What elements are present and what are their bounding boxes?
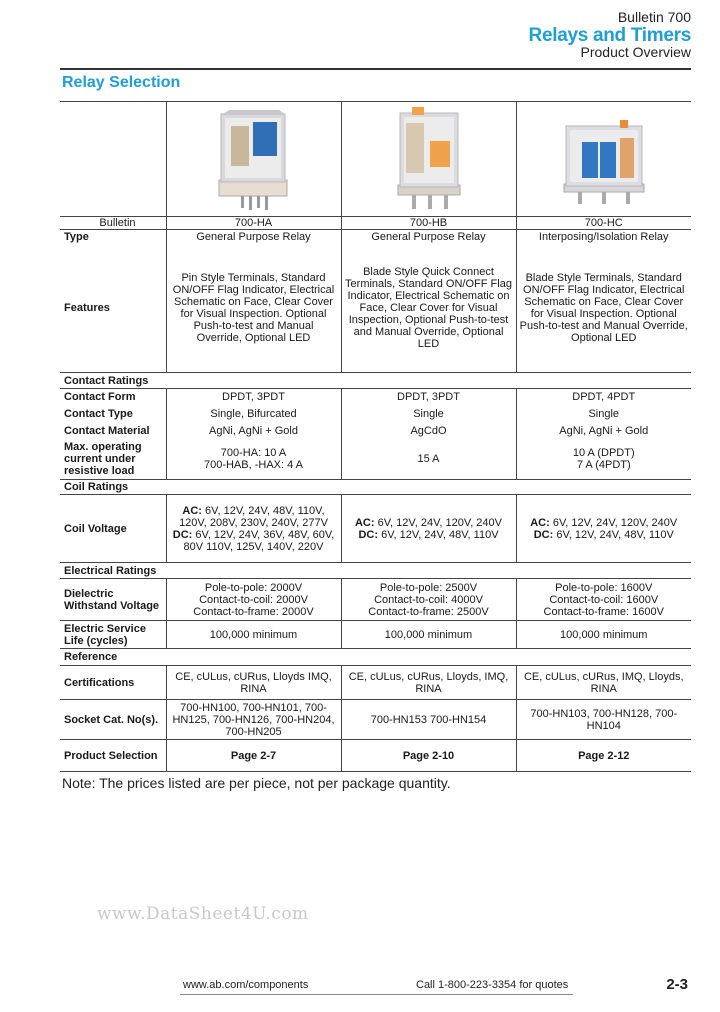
contact-form-label: Contact Form (60, 389, 166, 406)
type-row (60, 230, 691, 245)
max-current-hc-line-2: 7 A (4PDT) (576, 459, 631, 472)
socket-700-hc: 700-HN103, 700-HN128, 700-HN104 (516, 700, 691, 740)
electrical-ratings-header (60, 563, 691, 579)
max-current-hc-line-1: 10 A (DPDT) (572, 447, 635, 460)
relay-image-700-hc (516, 102, 691, 217)
dielectric-hb-pole: Pole-to-pole: 2500V (379, 581, 478, 594)
contact-material-row (60, 423, 691, 440)
coil-ha-dc: 6V, 12V, 24V, 36V, 48V, 60V, 80V 110V, 125V, 140V, 220V (183, 528, 335, 553)
contact-type-700-hc: Single (516, 406, 691, 423)
service-life-700-hc: 100,000 minimum (516, 621, 691, 649)
max-current-700-hb: 15 A (341, 440, 516, 480)
relay-700-hc-illustration (554, 116, 654, 206)
coil-hb-ac: 6V, 12V, 24V, 120V, 240V (377, 516, 502, 529)
features-700-hc: Blade Style Terminals, Standard ON/OFF Flag Indicator, Electrical Schematic on Face, Clear Cover for Visual Inspection. Optional Push-to-test and Manual Override, Optional LED (516, 245, 691, 373)
coil-hb-dc-tag: DC: (358, 528, 379, 541)
dielectric-hb-coil: Contact-to-coil: 4000V (374, 593, 483, 606)
dielectric-ha-pole: Pole-to-pole: 2000V (204, 581, 303, 594)
max-current-700-hc (516, 440, 691, 480)
bulletin-row (60, 217, 691, 230)
max-current-ha-line-2: 700-HAB, -HAX: 4 A (203, 459, 304, 472)
empty-corner-cell (60, 102, 166, 217)
footer-page-number: 2-3 (666, 976, 688, 993)
type-label: Type (64, 231, 89, 244)
coil-hc-ac-tag: AC: (530, 516, 550, 529)
dielectric-700-hc (516, 579, 691, 621)
bulletin-700-ha: 700-HA (166, 217, 341, 230)
socket-700-hb: 700-HN153 700-HN154 (341, 700, 516, 740)
certifications-label: Certifications (60, 666, 166, 700)
coil-voltage-700-ha (166, 495, 341, 563)
socket-label: Socket Cat. No(s). (60, 700, 166, 740)
coil-ha-ac-tag: AC: (182, 504, 202, 517)
contact-material-700-ha: AgNi, AgNi + Gold (166, 423, 341, 440)
watermark: www.DataSheet4U.com (97, 904, 309, 924)
coil-hc-ac: 6V, 12V, 24V, 120V, 240V (552, 516, 678, 529)
dielectric-hc-pole: Pole-to-pole: 1600V (555, 581, 653, 594)
product-selection-700-ha[interactable]: Page 2-7 (166, 740, 341, 772)
dielectric-row (60, 579, 691, 621)
header-title: Relays and Timers (528, 25, 691, 46)
max-current-label: Max. operating current under resistive load (64, 441, 142, 478)
features-label: Features (64, 302, 110, 315)
contact-form-700-hc: DPDT, 4PDT (516, 389, 691, 406)
electrical-ratings-title: Electrical Ratings (60, 563, 691, 579)
type-700-hc: Interposing/Isolation Relay (516, 230, 691, 245)
contact-type-700-hb: Single (341, 406, 516, 423)
max-current-ha-line-1: 700-HA: 10 A (220, 447, 287, 460)
service-life-label: Electric Service Life (cycles) (60, 621, 166, 649)
features-row (60, 245, 691, 373)
contact-ratings-header (60, 373, 691, 389)
header-rule (60, 68, 691, 70)
reference-title: Reference (60, 649, 691, 666)
coil-ha-ac: 6V, 12V, 24V, 48V, 110V, 120V, 208V, 230V, 240V, 277V (179, 504, 328, 529)
dielectric-label: Dielectric Withstand Voltage (60, 579, 166, 621)
relay-selection-table (60, 101, 691, 772)
coil-ha-dc-tag: DC: (172, 528, 193, 541)
type-700-ha: General Purpose Relay (166, 230, 341, 245)
contact-material-700-hc: AgNi, AgNi + Gold (516, 423, 691, 440)
coil-hb-ac-tag: AC: (354, 516, 375, 529)
dielectric-700-hb (341, 579, 516, 621)
section-title: Relay Selection (62, 74, 181, 91)
dielectric-ha-coil: Contact-to-coil: 2000V (199, 593, 308, 606)
service-life-700-hb: 100,000 minimum (341, 621, 516, 649)
contact-type-row (60, 406, 691, 423)
product-selection-700-hb[interactable]: Page 2-10 (341, 740, 516, 772)
coil-voltage-label: Coil Voltage (60, 495, 166, 563)
footer-rule (180, 994, 573, 995)
service-life-row (60, 621, 691, 649)
certifications-700-hc: CE, cULus, cURus, IMQ, Lloyds, RINA (516, 666, 691, 700)
dielectric-ha-frame: Contact-to-frame: 2000V (193, 605, 314, 618)
max-current-row (60, 440, 691, 480)
relay-700-ha-illustration (209, 108, 299, 212)
socket-700-ha: 700-HN100, 700-HN101, 700-HN125, 700-HN126, 700-HN204, 700-HN205 (166, 700, 341, 740)
bulletin-label: Bulletin (60, 217, 166, 230)
header-bulletin: Bulletin 700 (617, 9, 691, 25)
coil-voltage-700-hc (516, 495, 691, 563)
dielectric-700-ha (166, 579, 341, 621)
reference-header (60, 649, 691, 666)
contact-type-700-ha: Single, Bifurcated (166, 406, 341, 423)
product-selection-700-hc[interactable]: Page 2-12 (516, 740, 691, 772)
coil-ratings-header (60, 480, 691, 495)
type-700-hb: General Purpose Relay (341, 230, 516, 245)
coil-hc-dc-tag: DC: (533, 528, 554, 541)
contact-material-label: Contact Material (64, 425, 150, 437)
coil-voltage-row (60, 495, 691, 563)
footer-url[interactable]: www.ab.com/components (183, 979, 309, 991)
contact-form-700-hb: DPDT, 3PDT (341, 389, 516, 406)
features-700-ha: Pin Style Terminals, Standard ON/OFF Flag Indicator, Electrical Schematic on Face, Clear Cover for Visual Inspection. Optional Push-to-test and Manual Override, Optional LED (166, 245, 341, 373)
certifications-700-ha: CE, cULus, cURus, Lloyds IMQ, RINA (166, 666, 341, 700)
features-700-hb: Blade Style Quick Connect Terminals, Standard ON/OFF Flag Indicator, Electrical Schematic on Face, Clear Cover for Visual Inspection, Optional Push-to-test and Manual Override, Optional LED (341, 245, 516, 373)
contact-ratings-title: Contact Ratings (60, 373, 691, 389)
relay-image-700-ha (166, 102, 341, 217)
product-image-row (60, 102, 691, 217)
coil-voltage-700-hb (341, 495, 516, 563)
header-subtitle: Product Overview (580, 44, 691, 60)
certifications-700-hb: CE, cULus, cURus, Lloyds, IMQ, RINA (341, 666, 516, 700)
coil-hb-dc: 6V, 12V, 24V, 48V, 110V (381, 528, 499, 541)
service-life-700-ha: 100,000 minimum (166, 621, 341, 649)
dielectric-hc-frame: Contact-to-frame: 1600V (543, 605, 664, 618)
product-selection-row (60, 740, 691, 772)
dielectric-hc-coil: Contact-to-coil: 1600V (549, 593, 659, 606)
bulletin-700-hc: 700-HC (516, 217, 691, 230)
certifications-row (60, 666, 691, 700)
contact-material-700-hb: AgCdO (341, 423, 516, 440)
product-selection-label: Product Selection (60, 740, 166, 772)
coil-hc-dc: 6V, 12V, 24V, 48V, 110V (556, 528, 674, 541)
contact-type-label: Contact Type (64, 408, 133, 420)
dielectric-hb-frame: Contact-to-frame: 2500V (368, 605, 489, 618)
relay-image-700-hb (341, 102, 516, 217)
bulletin-700-hb: 700-HB (341, 217, 516, 230)
footer-call: Call 1-800-223-3354 for quotes (416, 979, 569, 991)
price-note: Note: The prices listed are per piece, not per package quantity. (62, 775, 451, 791)
contact-form-700-ha: DPDT, 3PDT (166, 389, 341, 406)
contact-form-row (60, 389, 691, 406)
max-current-700-ha (166, 440, 341, 480)
coil-ratings-title: Coil Ratings (60, 480, 691, 495)
relay-700-hb-illustration (384, 105, 474, 213)
socket-row (60, 700, 691, 740)
